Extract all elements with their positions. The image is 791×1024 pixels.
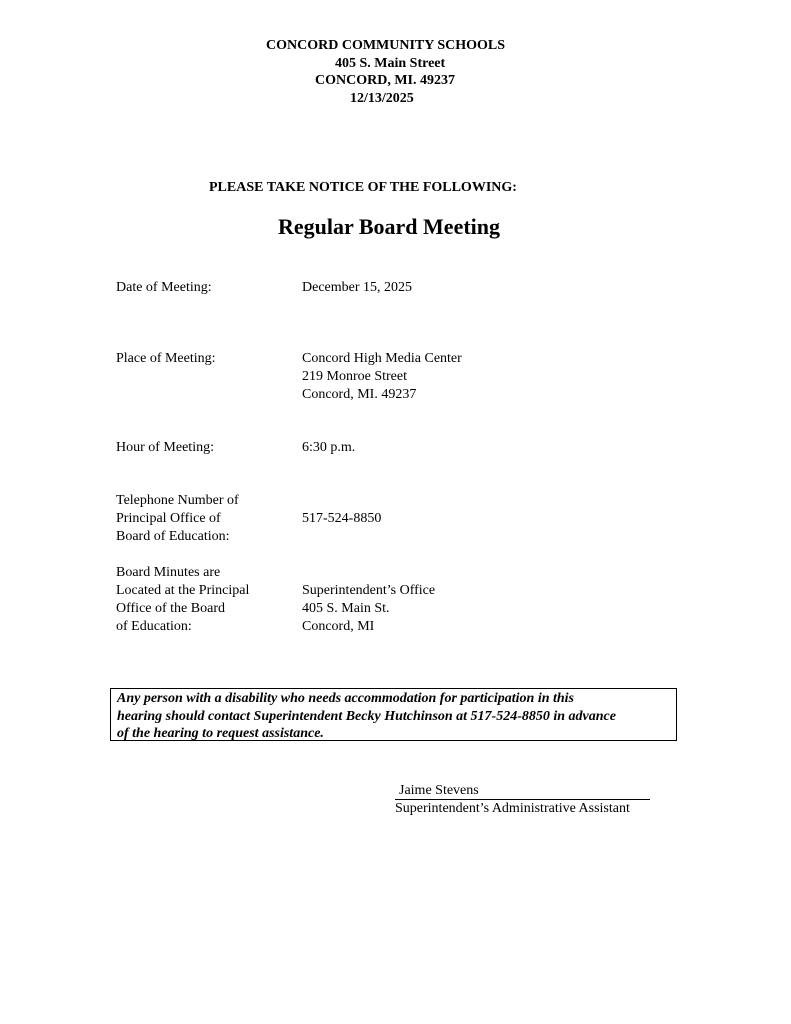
place-line: 219 Monroe Street: [302, 369, 407, 384]
org-street: 405 S. Main Street: [335, 55, 446, 71]
signature-name: Jaime Stevens: [395, 783, 650, 800]
phone-value: 517-524-8850: [302, 511, 382, 526]
minutes-label: [116, 564, 249, 636]
accommodation-line: Any person with a disability who needs accommodation for participation in this: [117, 691, 575, 706]
accommodation-notice: [110, 688, 677, 741]
phone-label-line: Telephone Number of: [116, 493, 239, 508]
notice-line: PLEASE TAKE NOTICE OF THE FOLLOWING:: [209, 180, 517, 195]
signature-title: Superintendent’s Administrative Assistant: [395, 801, 630, 816]
minutes-value-line: Superintendent’s Office: [302, 583, 436, 598]
notice-date: 12/13/2025: [350, 90, 414, 106]
minutes-label-line: Located at the Principal: [116, 583, 250, 598]
minutes-value-line: 405 S. Main St.: [302, 601, 390, 616]
minutes-label-line: of Education:: [116, 619, 192, 634]
org-name: CONCORD COMMUNITY SCHOOLS: [266, 38, 506, 53]
place-line: Concord High Media Center: [302, 351, 462, 366]
phone-label-line: Board of Education:: [116, 529, 230, 544]
hour-value: 6:30 p.m.: [302, 440, 356, 455]
org-city: CONCORD, MI. 49237: [315, 73, 455, 88]
minutes-label-line: Office of the Board: [116, 601, 225, 616]
accommodation-line: hearing should contact Superintendent Becky Hutchinson at 517-524-8850 in advance: [117, 708, 616, 724]
minutes-label-line: Board Minutes are: [116, 565, 221, 580]
date-label: Date of Meeting:: [116, 280, 212, 295]
hour-label: Hour of Meeting:: [116, 440, 214, 455]
signature-block: [395, 782, 650, 818]
minutes-value-line: Concord, MI: [302, 619, 375, 634]
place-value: [302, 350, 462, 404]
letterhead: [0, 37, 791, 107]
phone-label-line: Principal Office of: [116, 511, 221, 526]
accommodation-line: of the hearing to request assistance.: [117, 726, 324, 741]
phone-label: [116, 492, 239, 546]
place-label: Place of Meeting:: [116, 351, 216, 366]
minutes-value: [302, 582, 435, 636]
place-line: Concord, MI. 49237: [302, 387, 417, 402]
date-value: December 15, 2025: [302, 280, 413, 295]
meeting-title: Regular Board Meeting: [278, 214, 501, 239]
